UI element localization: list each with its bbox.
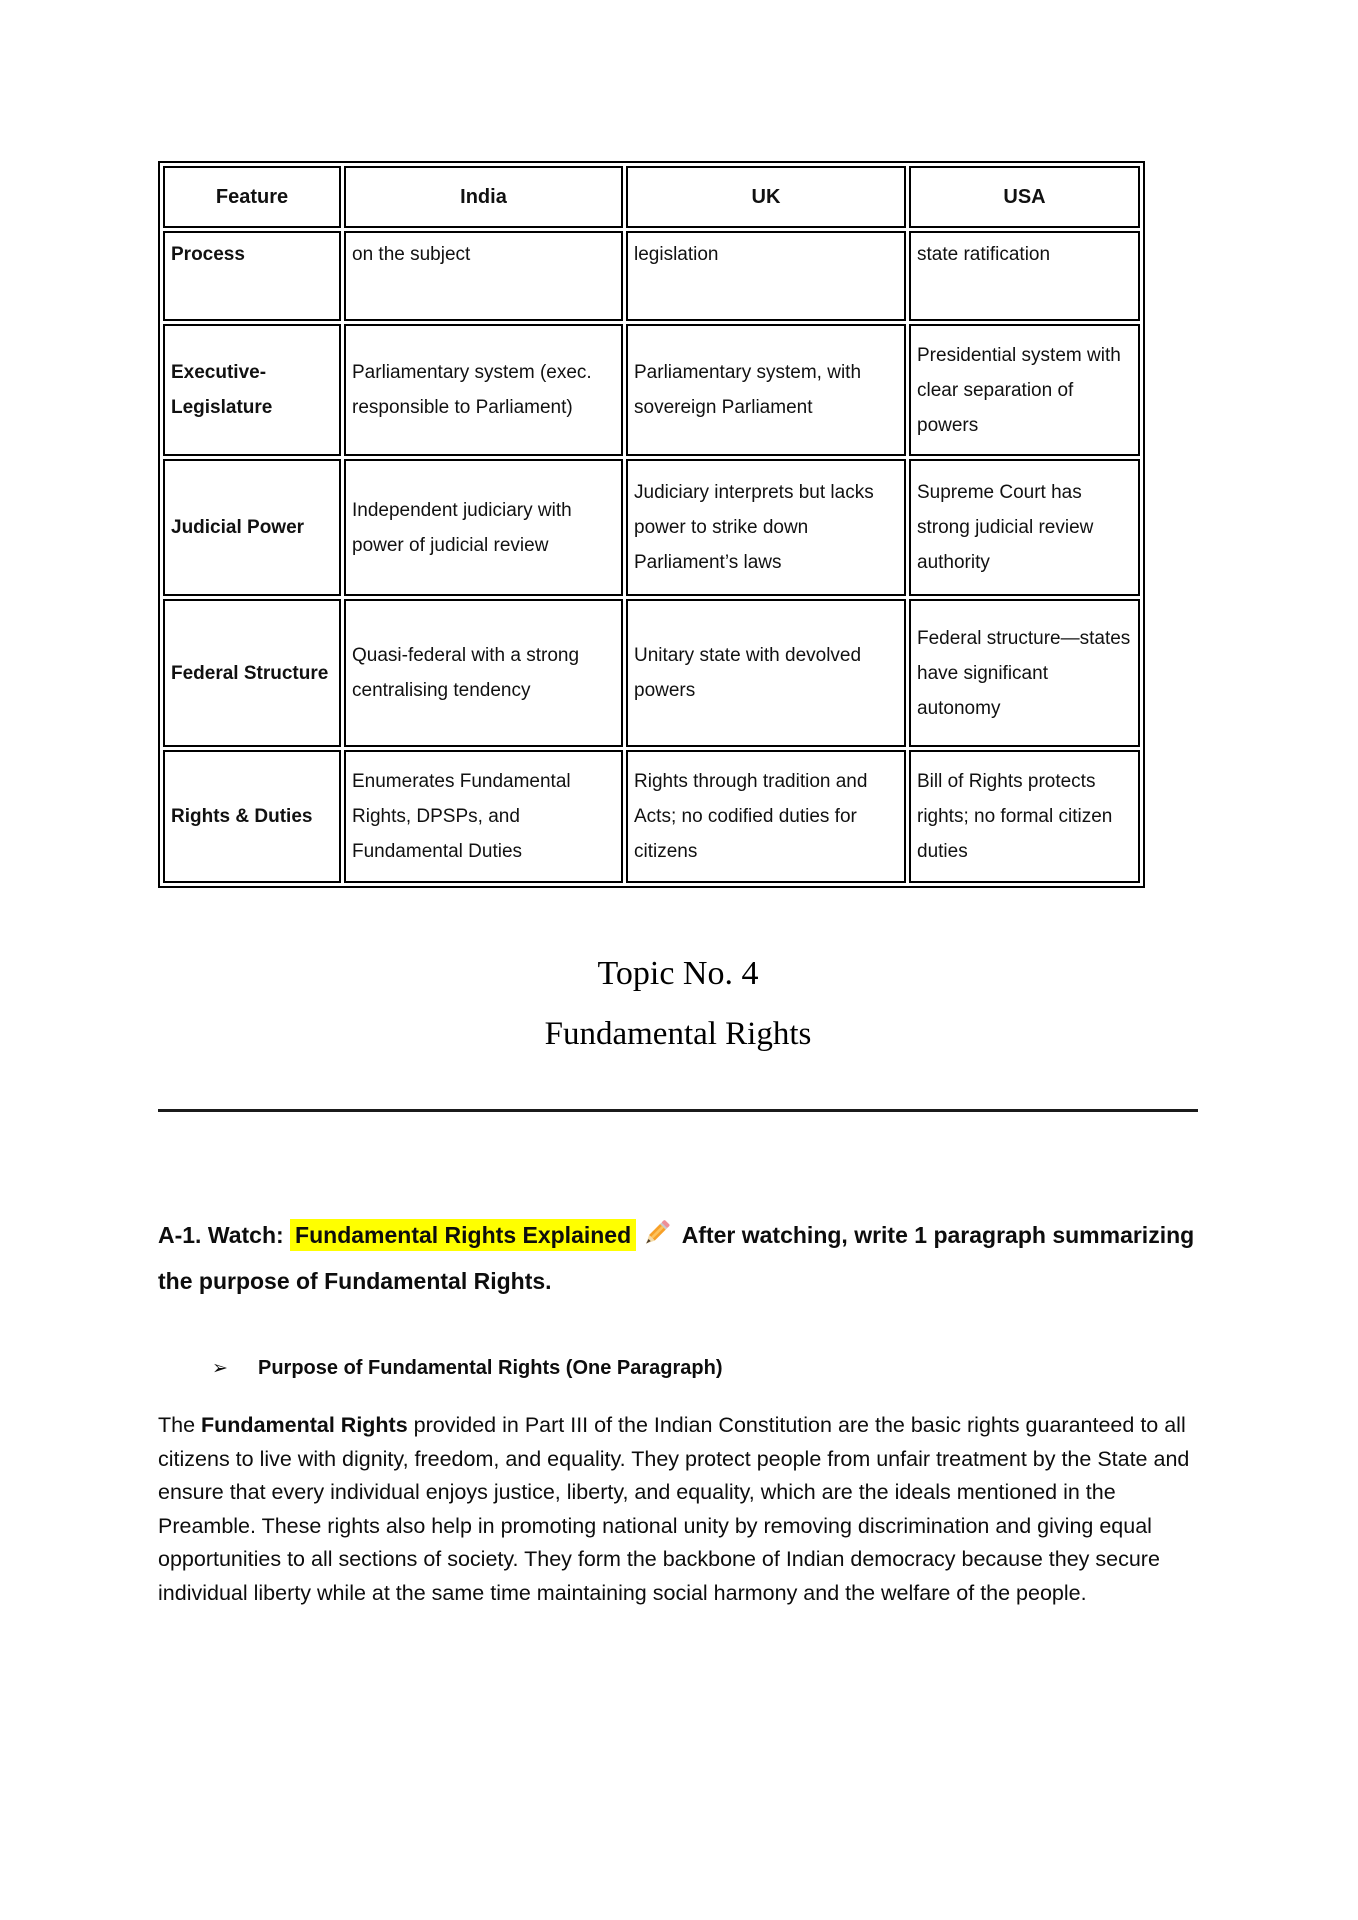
table-cell: Enumerates Fundamental Rights, DPSPs, and Fundamental Duties	[344, 750, 623, 883]
assignment-instruction	[158, 1212, 1198, 1304]
table-cell: Supreme Court has strong judicial review authority	[909, 459, 1140, 596]
table-row	[163, 750, 1140, 883]
paragraph-bold-term: Fundamental Rights	[201, 1413, 408, 1437]
answer-paragraph	[158, 1409, 1198, 1610]
table-row	[163, 231, 1140, 321]
assignment-prefix: A-1. Watch:	[158, 1222, 291, 1248]
bullet-heading	[158, 1354, 1198, 1383]
column-header-india: India	[344, 166, 623, 228]
table-row	[163, 599, 1140, 747]
table-cell: Parliamentary system (exec. responsible to Parliament)	[344, 324, 623, 456]
video-title-highlight[interactable]: Fundamental Rights Explained	[290, 1219, 636, 1251]
table-cell: legislation	[626, 231, 906, 321]
table-row	[163, 459, 1140, 596]
table-cell: Parliamentary system, with sovereign Parliament	[626, 324, 906, 456]
paragraph-rest: provided in Part III of the Indian Constitution are the basic rights guaranteed to all citizens to live with dignity, freedom, and equality. They protect people from unfair treatment by the State and ensure that every individual enjoys justice, liberty, and equality, which are the ideals mentioned in the Preamble. These rights also help in promoting national unity by removing discrimination and giving equal opportunities to all sections of society. They form the backbone of Indian democracy because they secure individual liberty while at the same time maintaining social harmony and the welfare of the people.	[158, 1413, 1190, 1605]
table-header-row	[163, 166, 1140, 228]
row-label: Judicial Power	[163, 459, 341, 596]
row-label: Rights & Duties	[163, 750, 341, 883]
table-cell: state ratification	[909, 231, 1140, 321]
assignment-suffix: After watching, write 1 paragraph summarizing the purpose of Fundamental Rights.	[158, 1222, 1195, 1294]
topic-heading: Topic No. 4	[597, 955, 759, 992]
column-header-uk: UK	[626, 166, 906, 228]
table-row	[163, 324, 1140, 456]
row-label: Executive-Legislature	[163, 324, 341, 456]
comparison-table	[158, 161, 1145, 888]
column-header-feature: Feature	[163, 166, 341, 228]
arrow-bullet-icon: ➢	[212, 1358, 228, 1379]
table-cell: Federal structure—states have significant autonomy	[909, 599, 1140, 747]
row-label: Process	[163, 231, 341, 321]
row-label: Federal Structure	[163, 599, 341, 747]
table-cell: on the subject	[344, 231, 623, 321]
table-cell: Quasi-federal with a strong centralising tendency	[344, 599, 623, 747]
table-cell: Rights through tradition and Acts; no codified duties for citizens	[626, 750, 906, 883]
table-cell: Unitary state with devolved powers	[626, 599, 906, 747]
table-cell: Bill of Rights protects rights; no formal citizen duties	[909, 750, 1140, 883]
table-cell: Independent judiciary with power of judicial review	[344, 459, 623, 596]
topic-subtitle: Fundamental Rights	[544, 1016, 812, 1052]
table-cell: Judiciary interprets but lacks power to strike down Parliament’s laws	[626, 459, 906, 596]
horizontal-rule	[158, 1109, 1198, 1112]
table-cell: Presidential system with clear separation of powers	[909, 324, 1140, 456]
column-header-usa: USA	[909, 166, 1140, 228]
pencil-icon	[640, 1217, 672, 1249]
bullet-heading-text: Purpose of Fundamental Rights (One Paragraph)	[258, 1357, 723, 1379]
paragraph-lead: The	[158, 1413, 202, 1437]
